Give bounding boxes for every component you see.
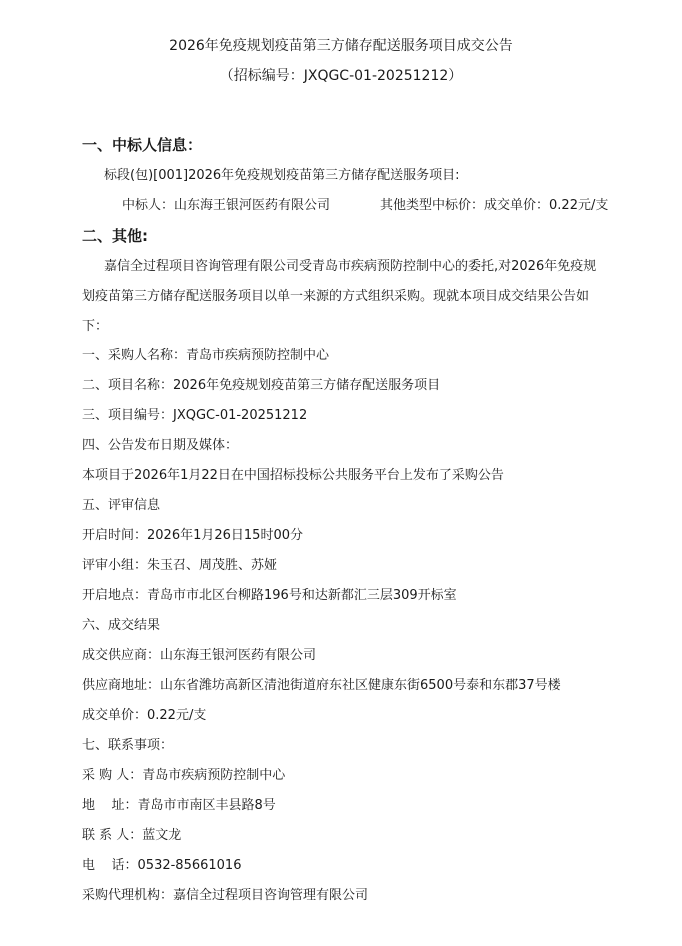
intro-paragraph-line: 划疫苗第三方储存配送服务项目以单一来源的方式组织采购。现就本项目成交结果公告如 [82,289,590,304]
contact-value: 0532-85661016 [137,858,242,873]
contact-label: 电 话： [82,858,138,873]
price-label: 其他类型中标价： [380,198,485,213]
notice-item: 二、项目名称：2026年免疫规划疫苗第三方储存配送服务项目 [82,378,441,393]
winner-label: 中标人： [122,198,175,213]
lot-line: 标段(包)[001]2026年免疫规划疫苗第三方储存配送服务项目: [104,168,460,183]
price-line [380,198,608,214]
contact-address [82,798,276,814]
notice-item: 成交单价：0.22元/支 [82,708,207,723]
notice-item: 五、评审信息 [82,498,161,513]
contact-value: 青岛市市南区丰县路8号 [137,798,276,813]
notice-item: 三、项目编号：JXQGC-01-20251212 [82,408,308,423]
notice-item: 本项目于2026年1月22日在中国招标投标公共服务平台上发布了采购公告 [82,468,504,483]
contact-value: 蓝文龙 [142,828,182,843]
notice-item: 六、成交结果 [82,618,161,633]
contact-label: 联 系 人： [82,828,143,843]
notice-item: 供应商地址：山东省潍坊高新区清池街道府东社区健康东街6500号泰和东郡37号楼 [82,678,561,693]
notice-item: 七、联系事项： [82,738,174,753]
contact-person [82,828,181,844]
notice-item: 一、采购人名称：青岛市疾病预防控制中心 [82,348,330,363]
intro-paragraph-line: 嘉信全过程项目咨询管理有限公司受青岛市疾病预防控制中心的委托,对2026年免疫规 [104,259,597,274]
section-heading-other: 二、其他: [82,227,148,245]
notice-item: 四、公告发布日期及媒体： [82,438,239,453]
contact-purchaser [82,768,285,784]
contact-label: 采购代理机构： [82,888,174,903]
contact-phone [82,858,241,874]
winner-name: 山东海王银河医药有限公司 [174,198,331,213]
contact-value: 青岛市疾病预防控制中心 [142,768,286,783]
tender-number: （招标编号：JXQGC-01-20251212） [219,68,463,84]
contact-agency [82,888,368,904]
contact-label: 采 购 人： [82,768,143,783]
section-heading-winner: 一、中标人信息： [82,136,203,154]
notice-item: 开启地点：青岛市市北区台柳路196号和达新都汇三层309开标室 [82,588,457,603]
price-value: 成交单价：0.22元/支 [484,198,609,213]
contact-value: 嘉信全过程项目咨询管理有限公司 [173,888,369,903]
document-title: 2026年免疫规划疫苗第三方储存配送服务项目成交公告 [169,38,513,54]
notice-item: 成交供应商：山东海王银河医药有限公司 [82,648,317,663]
notice-item: 评审小组：朱玉召、周茂胜、苏娅 [82,558,278,573]
contact-label: 地 址： [82,798,138,813]
intro-paragraph-line: 下： [82,319,109,334]
notice-item: 开启时间：2026年1月26日15时00分 [82,528,303,543]
winner-line [122,198,330,214]
